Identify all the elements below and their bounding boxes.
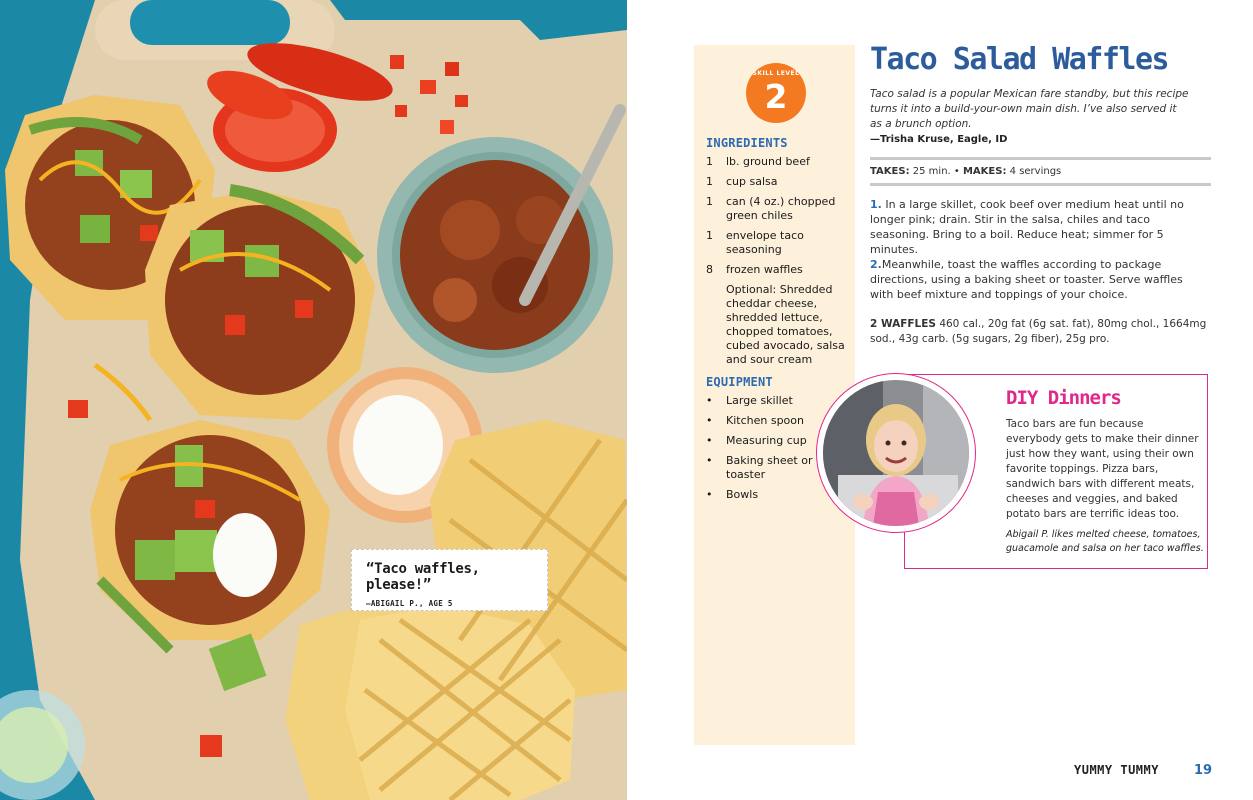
equipment-text: Kitchen spoon [726, 414, 804, 427]
equipment-text: Bowls [726, 488, 759, 501]
bullet-icon: • [706, 414, 713, 427]
ingredient-item [706, 195, 851, 223]
ingredients-section [706, 136, 851, 373]
recipe-title: Taco Salad Waffles [870, 42, 1169, 77]
ingredient-qty: 1 [706, 229, 713, 242]
ingredient-item [706, 263, 851, 277]
child-portrait-image [823, 380, 969, 526]
ingredient-qty: 8 [706, 263, 713, 276]
takes-label: TAKES: [870, 166, 910, 177]
child-photo [816, 373, 976, 533]
skill-level-badge [746, 63, 806, 123]
step-number: 2. [870, 258, 882, 271]
ingredient-text: envelope taco seasoning [726, 229, 804, 256]
ingredient-qty: 1 [706, 155, 713, 168]
bullet-icon: • [706, 394, 713, 407]
recipe-byline: —Trisha Kruse, Eagle, ID [870, 134, 1008, 145]
ingredient-item [706, 175, 851, 189]
ingredient-qty: 1 [706, 175, 713, 188]
ingredient-qty [706, 283, 726, 367]
equipment-text: Large skillet [726, 394, 793, 407]
ingredient-item [706, 229, 851, 257]
recipe-page [627, 0, 1253, 800]
step-number: 1. [870, 198, 882, 211]
recipe-step [870, 197, 1205, 257]
makes-value: 4 servings [1009, 166, 1062, 177]
ingredient-text: Optional: Shredded cheddar cheese, shredded lettuce, chopped tomatoes, cubed avocado, salsa and sour cream [726, 283, 845, 366]
step-text: Meanwhile, toast the waffles according to package directions, using a baking sheet or toaster. Serve waffles with beef mixture and toppings of your choice. [870, 258, 1183, 301]
bullet-icon: • [706, 488, 713, 501]
recipe-step [870, 257, 1205, 302]
ingredient-text: frozen waffles [726, 263, 803, 276]
page-number: 19 [1194, 763, 1213, 778]
quote-text: “Taco waffles, please!” [366, 561, 480, 593]
ingredient-item [706, 283, 851, 367]
diy-title: DIY Dinners [1006, 387, 1121, 409]
nutrition-facts [870, 317, 1210, 347]
equipment-text: Measuring cup [726, 434, 807, 447]
takes-value: 25 min. [912, 166, 951, 177]
quote-attribution: —ABIGAIL P., AGE 5 [366, 599, 453, 608]
recipe-intro: Taco salad is a popular Mexican fare standby, but this recipe turns it into a build-your-own main dish. I’ve also served it as a brunch option. [870, 88, 1189, 130]
ingredients-sidebar [694, 45, 855, 745]
bullet-icon: • [706, 434, 713, 447]
ingredient-text: lb. ground beef [726, 155, 810, 168]
diy-body: Taco bars are fun because everybody gets to make their dinner just how they want, using their own favorite toppings. Pizza bars, sandwich bars with different meats, cheeses and veggies, and baked potato bars are terrific ideas too. [1006, 418, 1199, 520]
equipment-heading: EQUIPMENT [706, 375, 773, 389]
bullet-icon: • [706, 454, 713, 467]
separator: • [950, 166, 963, 177]
diy-caption: Abigail P. likes melted cheese, tomatoes, guacamole and salsa on her taco waffles. [1006, 529, 1204, 554]
step-text: In a large skillet, cook beef over medium heat until no longer pink; drain. Stir in the salsa, chiles and taco seasoning. Bring to a boil. Reduce heat; simmer for 5 minutes. [870, 198, 1184, 256]
nutrition-text: 460 cal., 20g fat (6g sat. fat), 80mg chol., 1664mg sod., 43g carb. (5g sugars, 2g fiber), 25g pro. [870, 318, 1207, 345]
makes-label: MAKES: [962, 166, 1007, 177]
taco-waffle-middle [145, 190, 375, 420]
ingredient-qty: 1 [706, 195, 713, 208]
nutrition-label: 2 WAFFLES [870, 318, 936, 330]
quote-card [351, 549, 548, 611]
skill-level-number: 2 [764, 77, 788, 116]
ingredients-heading: INGREDIENTS [706, 136, 788, 150]
section-footer: YUMMY TUMMY [1074, 763, 1159, 777]
ingredient-text: cup salsa [726, 175, 778, 188]
equipment-text: Baking sheet or toaster [726, 454, 813, 481]
ingredient-text: can (4 oz.) chopped green chiles [726, 195, 836, 222]
skill-level-label: SKILL LEVEL [752, 70, 800, 77]
ingredient-item [706, 155, 851, 169]
takes-makes-bar [870, 157, 1211, 186]
equipment-item [706, 394, 851, 408]
ingredients-list [706, 155, 851, 367]
